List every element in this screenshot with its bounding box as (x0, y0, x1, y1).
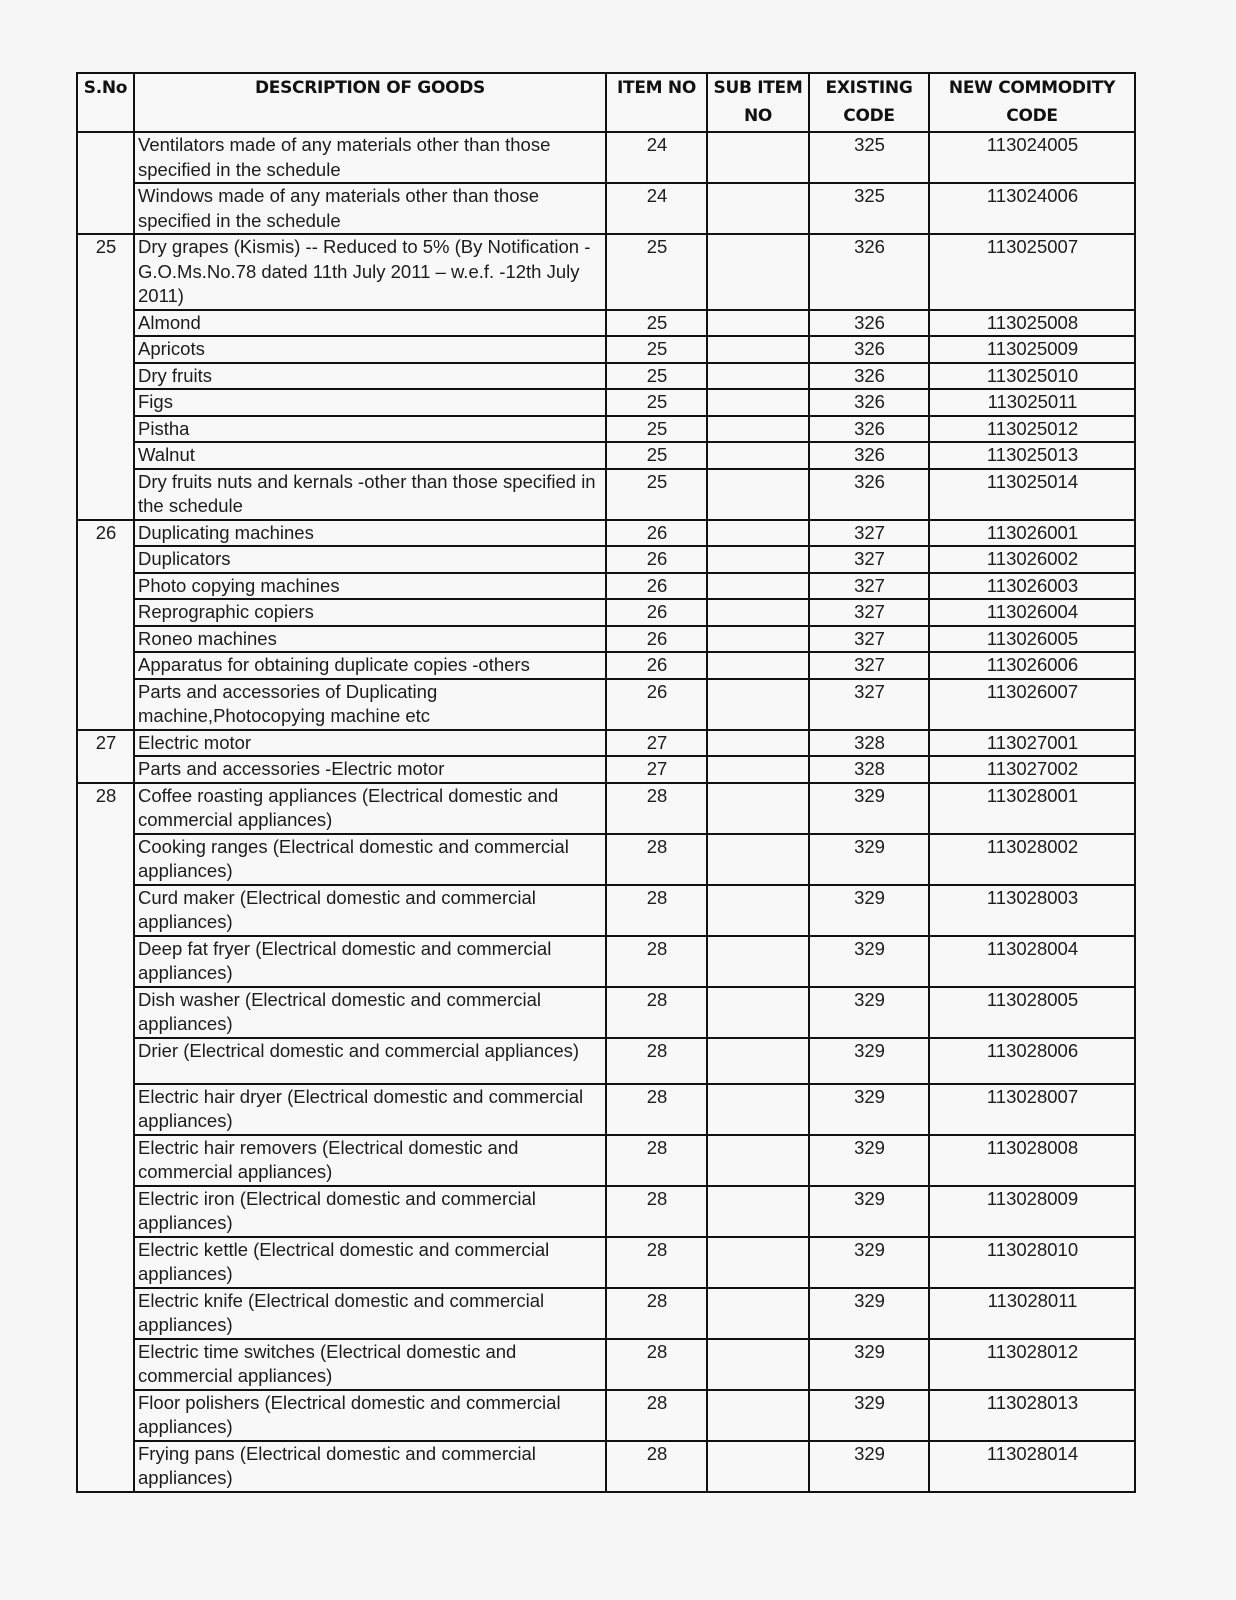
sno-cell (77, 310, 134, 337)
header-sno: S.No (77, 73, 134, 132)
existing-code-cell: 327 (809, 652, 929, 679)
sub-item-no-cell (707, 1441, 809, 1492)
existing-code-cell: 327 (809, 573, 929, 600)
sub-item-no-cell (707, 1339, 809, 1390)
sub-item-no-cell (707, 1288, 809, 1339)
sno-cell (77, 679, 134, 730)
new-commodity-code-cell: 113028011 (929, 1288, 1135, 1339)
item-no-cell: 24 (606, 132, 707, 183)
table-row (77, 416, 1135, 443)
description-cell: Dry grapes (Kismis) -- Reduced to 5% (By Notification -G.O.Ms.No.78 dated 11th July 2011 – w.e.f. -12th July 2011) (134, 234, 606, 310)
description-cell: Electric kettle (Electrical domestic and commercial appliances) (134, 1237, 606, 1288)
table-row (77, 834, 1135, 885)
table-row (77, 1084, 1135, 1135)
sub-item-no-cell (707, 1186, 809, 1237)
new-commodity-code-cell: 113024005 (929, 132, 1135, 183)
table-row (77, 1237, 1135, 1288)
sub-item-no-cell (707, 336, 809, 363)
sub-item-no-cell (707, 987, 809, 1038)
table-row (77, 679, 1135, 730)
sub-item-no-cell (707, 1038, 809, 1084)
new-commodity-code-cell: 113026007 (929, 679, 1135, 730)
existing-code-cell: 329 (809, 834, 929, 885)
item-no-cell: 24 (606, 183, 707, 234)
description-cell: Electric hair dryer (Electrical domestic and commercial appliances) (134, 1084, 606, 1135)
sub-item-no-cell (707, 730, 809, 757)
item-no-cell: 25 (606, 363, 707, 390)
description-cell: Figs (134, 389, 606, 416)
table-row (77, 520, 1135, 547)
table-row (77, 573, 1135, 600)
header-description: DESCRIPTION OF GOODS (134, 73, 606, 132)
existing-code-cell: 329 (809, 1390, 929, 1441)
existing-code-cell: 326 (809, 310, 929, 337)
sub-item-no-cell (707, 783, 809, 834)
sub-item-no-cell (707, 546, 809, 573)
existing-code-cell: 329 (809, 1441, 929, 1492)
sub-item-no-cell (707, 183, 809, 234)
item-no-cell: 25 (606, 389, 707, 416)
description-cell: Electric motor (134, 730, 606, 757)
sno-cell (77, 987, 134, 1038)
existing-code-cell: 329 (809, 1339, 929, 1390)
existing-code-cell: 329 (809, 783, 929, 834)
new-commodity-code-cell: 113025011 (929, 389, 1135, 416)
table-row (77, 469, 1135, 520)
sno-cell (77, 626, 134, 653)
table-row (77, 389, 1135, 416)
new-commodity-code-cell: 113024006 (929, 183, 1135, 234)
item-no-cell: 27 (606, 756, 707, 783)
existing-code-cell: 329 (809, 1135, 929, 1186)
description-cell: Dish washer (Electrical domestic and commercial appliances) (134, 987, 606, 1038)
description-cell: Parts and accessories of Duplicating machine,Photocopying machine etc (134, 679, 606, 730)
sno-cell (77, 936, 134, 987)
description-cell: Apricots (134, 336, 606, 363)
description-cell: Curd maker (Electrical domestic and commercial appliances) (134, 885, 606, 936)
existing-code-cell: 328 (809, 730, 929, 757)
existing-code-cell: 329 (809, 1038, 929, 1084)
item-no-cell: 25 (606, 442, 707, 469)
table-row (77, 336, 1135, 363)
description-cell: Duplicators (134, 546, 606, 573)
existing-code-cell: 326 (809, 336, 929, 363)
item-no-cell: 28 (606, 1390, 707, 1441)
table-row (77, 132, 1135, 183)
description-cell: Walnut (134, 442, 606, 469)
existing-code-cell: 326 (809, 416, 929, 443)
item-no-cell: 28 (606, 1441, 707, 1492)
sub-item-no-cell (707, 363, 809, 390)
description-cell: Cooking ranges (Electrical domestic and commercial appliances) (134, 834, 606, 885)
new-commodity-code-cell: 113025010 (929, 363, 1135, 390)
item-no-cell: 26 (606, 679, 707, 730)
sno-cell (77, 546, 134, 573)
existing-code-cell: 329 (809, 1084, 929, 1135)
existing-code-cell: 329 (809, 885, 929, 936)
sub-item-no-cell (707, 599, 809, 626)
new-commodity-code-cell: 113028003 (929, 885, 1135, 936)
item-no-cell: 25 (606, 416, 707, 443)
sno-cell (77, 1084, 134, 1135)
item-no-cell: 28 (606, 885, 707, 936)
sno-cell (77, 363, 134, 390)
new-commodity-code-cell: 113025009 (929, 336, 1135, 363)
sub-item-no-cell (707, 234, 809, 310)
item-no-cell: 26 (606, 546, 707, 573)
item-no-cell: 28 (606, 1339, 707, 1390)
table-row (77, 652, 1135, 679)
description-cell: Electric time switches (Electrical domestic and commercial appliances) (134, 1339, 606, 1390)
sno-cell (77, 469, 134, 520)
table-row (77, 626, 1135, 653)
sno-cell (77, 1186, 134, 1237)
new-commodity-code-cell: 113026006 (929, 652, 1135, 679)
sub-item-no-cell (707, 652, 809, 679)
sno-cell: 27 (77, 730, 134, 757)
new-commodity-code-cell: 113027002 (929, 756, 1135, 783)
new-commodity-code-cell: 113028009 (929, 1186, 1135, 1237)
new-commodity-code-cell: 113028001 (929, 783, 1135, 834)
item-no-cell: 28 (606, 783, 707, 834)
description-cell: Reprographic copiers (134, 599, 606, 626)
description-cell: Photo copying machines (134, 573, 606, 600)
new-commodity-code-cell: 113028008 (929, 1135, 1135, 1186)
existing-code-cell: 326 (809, 442, 929, 469)
item-no-cell: 26 (606, 599, 707, 626)
sub-item-no-cell (707, 389, 809, 416)
sub-item-no-cell (707, 679, 809, 730)
existing-code-cell: 327 (809, 599, 929, 626)
table-row (77, 987, 1135, 1038)
new-commodity-code-cell: 113027001 (929, 730, 1135, 757)
table-row (77, 442, 1135, 469)
sno-cell (77, 1038, 134, 1084)
item-no-cell: 26 (606, 520, 707, 547)
description-cell: Duplicating machines (134, 520, 606, 547)
existing-code-cell: 328 (809, 756, 929, 783)
table-header (77, 73, 1135, 132)
header-item-no: ITEM NO (606, 73, 707, 132)
sno-cell: 25 (77, 234, 134, 310)
table-row (77, 1038, 1135, 1084)
table-row (77, 1390, 1135, 1441)
commodity-code-table (76, 72, 1136, 1493)
new-commodity-code-cell: 113025014 (929, 469, 1135, 520)
new-commodity-code-cell: 113028006 (929, 1038, 1135, 1084)
sub-item-no-cell (707, 1390, 809, 1441)
item-no-cell: 28 (606, 1084, 707, 1135)
new-commodity-code-cell: 113025012 (929, 416, 1135, 443)
sno-cell (77, 132, 134, 183)
item-no-cell: 28 (606, 1038, 707, 1084)
description-cell: Electric knife (Electrical domestic and commercial appliances) (134, 1288, 606, 1339)
new-commodity-code-cell: 113026003 (929, 573, 1135, 600)
sno-cell (77, 183, 134, 234)
new-commodity-code-cell: 113028007 (929, 1084, 1135, 1135)
table-row (77, 1288, 1135, 1339)
sub-item-no-cell (707, 756, 809, 783)
item-no-cell: 28 (606, 987, 707, 1038)
table-row (77, 1441, 1135, 1492)
description-cell: Almond (134, 310, 606, 337)
header-new-commodity-code: NEW COMMODITY CODE (929, 73, 1135, 132)
existing-code-cell: 329 (809, 1288, 929, 1339)
existing-code-cell: 329 (809, 1186, 929, 1237)
new-commodity-code-cell: 113028004 (929, 936, 1135, 987)
sub-item-no-cell (707, 1135, 809, 1186)
table-row (77, 756, 1135, 783)
sub-item-no-cell (707, 626, 809, 653)
sno-cell (77, 1390, 134, 1441)
description-cell: Floor polishers (Electrical domestic and commercial appliances) (134, 1390, 606, 1441)
sub-item-no-cell (707, 936, 809, 987)
sub-item-no-cell (707, 520, 809, 547)
description-cell: Deep fat fryer (Electrical domestic and commercial appliances) (134, 936, 606, 987)
item-no-cell: 28 (606, 936, 707, 987)
header-existing-code: EXISTING CODE (809, 73, 929, 132)
sno-cell (77, 442, 134, 469)
existing-code-cell: 327 (809, 546, 929, 573)
sno-cell (77, 652, 134, 679)
description-cell: Coffee roasting appliances (Electrical domestic and commercial appliances) (134, 783, 606, 834)
existing-code-cell: 327 (809, 679, 929, 730)
sno-cell (77, 834, 134, 885)
existing-code-cell: 326 (809, 469, 929, 520)
existing-code-cell: 326 (809, 363, 929, 390)
description-cell: Dry fruits nuts and kernals -other than those specified in the schedule (134, 469, 606, 520)
sub-item-no-cell (707, 310, 809, 337)
new-commodity-code-cell: 113028012 (929, 1339, 1135, 1390)
table-row (77, 234, 1135, 310)
new-commodity-code-cell: 113026002 (929, 546, 1135, 573)
sno-cell: 28 (77, 783, 134, 834)
sub-item-no-cell (707, 885, 809, 936)
table-row (77, 1339, 1135, 1390)
table-row (77, 363, 1135, 390)
sub-item-no-cell (707, 834, 809, 885)
sno-cell: 26 (77, 520, 134, 547)
sub-item-no-cell (707, 132, 809, 183)
item-no-cell: 25 (606, 234, 707, 310)
sub-item-no-cell (707, 573, 809, 600)
table-row (77, 730, 1135, 757)
header-row (77, 73, 1135, 132)
new-commodity-code-cell: 113025007 (929, 234, 1135, 310)
item-no-cell: 26 (606, 652, 707, 679)
description-cell: Ventilators made of any materials other than those specified in the schedule (134, 132, 606, 183)
description-cell: Pistha (134, 416, 606, 443)
table-row (77, 885, 1135, 936)
sno-cell (77, 1237, 134, 1288)
sub-item-no-cell (707, 442, 809, 469)
table-body (77, 132, 1135, 1492)
new-commodity-code-cell: 113028013 (929, 1390, 1135, 1441)
item-no-cell: 26 (606, 573, 707, 600)
description-cell: Electric iron (Electrical domestic and commercial appliances) (134, 1186, 606, 1237)
new-commodity-code-cell: 113028014 (929, 1441, 1135, 1492)
existing-code-cell: 327 (809, 626, 929, 653)
existing-code-cell: 329 (809, 1237, 929, 1288)
description-cell: Parts and accessories -Electric motor (134, 756, 606, 783)
table-row (77, 310, 1135, 337)
new-commodity-code-cell: 113025013 (929, 442, 1135, 469)
existing-code-cell: 325 (809, 132, 929, 183)
new-commodity-code-cell: 113028005 (929, 987, 1135, 1038)
sno-cell (77, 1288, 134, 1339)
sno-cell (77, 416, 134, 443)
sno-cell (77, 389, 134, 416)
header-sub-item-no: SUB ITEM NO (707, 73, 809, 132)
item-no-cell: 25 (606, 310, 707, 337)
sno-cell (77, 756, 134, 783)
sno-cell (77, 1339, 134, 1390)
table-row (77, 783, 1135, 834)
existing-code-cell: 329 (809, 987, 929, 1038)
item-no-cell: 25 (606, 336, 707, 363)
description-cell: Apparatus for obtaining duplicate copies -others (134, 652, 606, 679)
item-no-cell: 27 (606, 730, 707, 757)
sno-cell (77, 573, 134, 600)
table-row (77, 1135, 1135, 1186)
sno-cell (77, 1441, 134, 1492)
description-cell: Frying pans (Electrical domestic and commercial appliances) (134, 1441, 606, 1492)
existing-code-cell: 325 (809, 183, 929, 234)
existing-code-cell: 329 (809, 936, 929, 987)
description-cell: Roneo machines (134, 626, 606, 653)
new-commodity-code-cell: 113026001 (929, 520, 1135, 547)
item-no-cell: 28 (606, 1186, 707, 1237)
new-commodity-code-cell: 113028002 (929, 834, 1135, 885)
new-commodity-code-cell: 113025008 (929, 310, 1135, 337)
description-cell: Electric hair removers (Electrical domestic and commercial appliances) (134, 1135, 606, 1186)
table-row (77, 599, 1135, 626)
sub-item-no-cell (707, 416, 809, 443)
item-no-cell: 26 (606, 626, 707, 653)
existing-code-cell: 327 (809, 520, 929, 547)
table-row (77, 936, 1135, 987)
description-cell: Windows made of any materials other than those specified in the schedule (134, 183, 606, 234)
description-cell: Drier (Electrical domestic and commercial appliances) (134, 1038, 606, 1084)
sub-item-no-cell (707, 1237, 809, 1288)
table-row (77, 1186, 1135, 1237)
item-no-cell: 28 (606, 1288, 707, 1339)
new-commodity-code-cell: 113026004 (929, 599, 1135, 626)
table-row (77, 546, 1135, 573)
item-no-cell: 28 (606, 1135, 707, 1186)
existing-code-cell: 326 (809, 234, 929, 310)
sub-item-no-cell (707, 1084, 809, 1135)
description-cell: Dry fruits (134, 363, 606, 390)
existing-code-cell: 326 (809, 389, 929, 416)
sub-item-no-cell (707, 469, 809, 520)
sno-cell (77, 599, 134, 626)
new-commodity-code-cell: 113028010 (929, 1237, 1135, 1288)
new-commodity-code-cell: 113026005 (929, 626, 1135, 653)
item-no-cell: 28 (606, 1237, 707, 1288)
item-no-cell: 28 (606, 834, 707, 885)
sno-cell (77, 1135, 134, 1186)
sno-cell (77, 336, 134, 363)
table-row (77, 183, 1135, 234)
sno-cell (77, 885, 134, 936)
item-no-cell: 25 (606, 469, 707, 520)
